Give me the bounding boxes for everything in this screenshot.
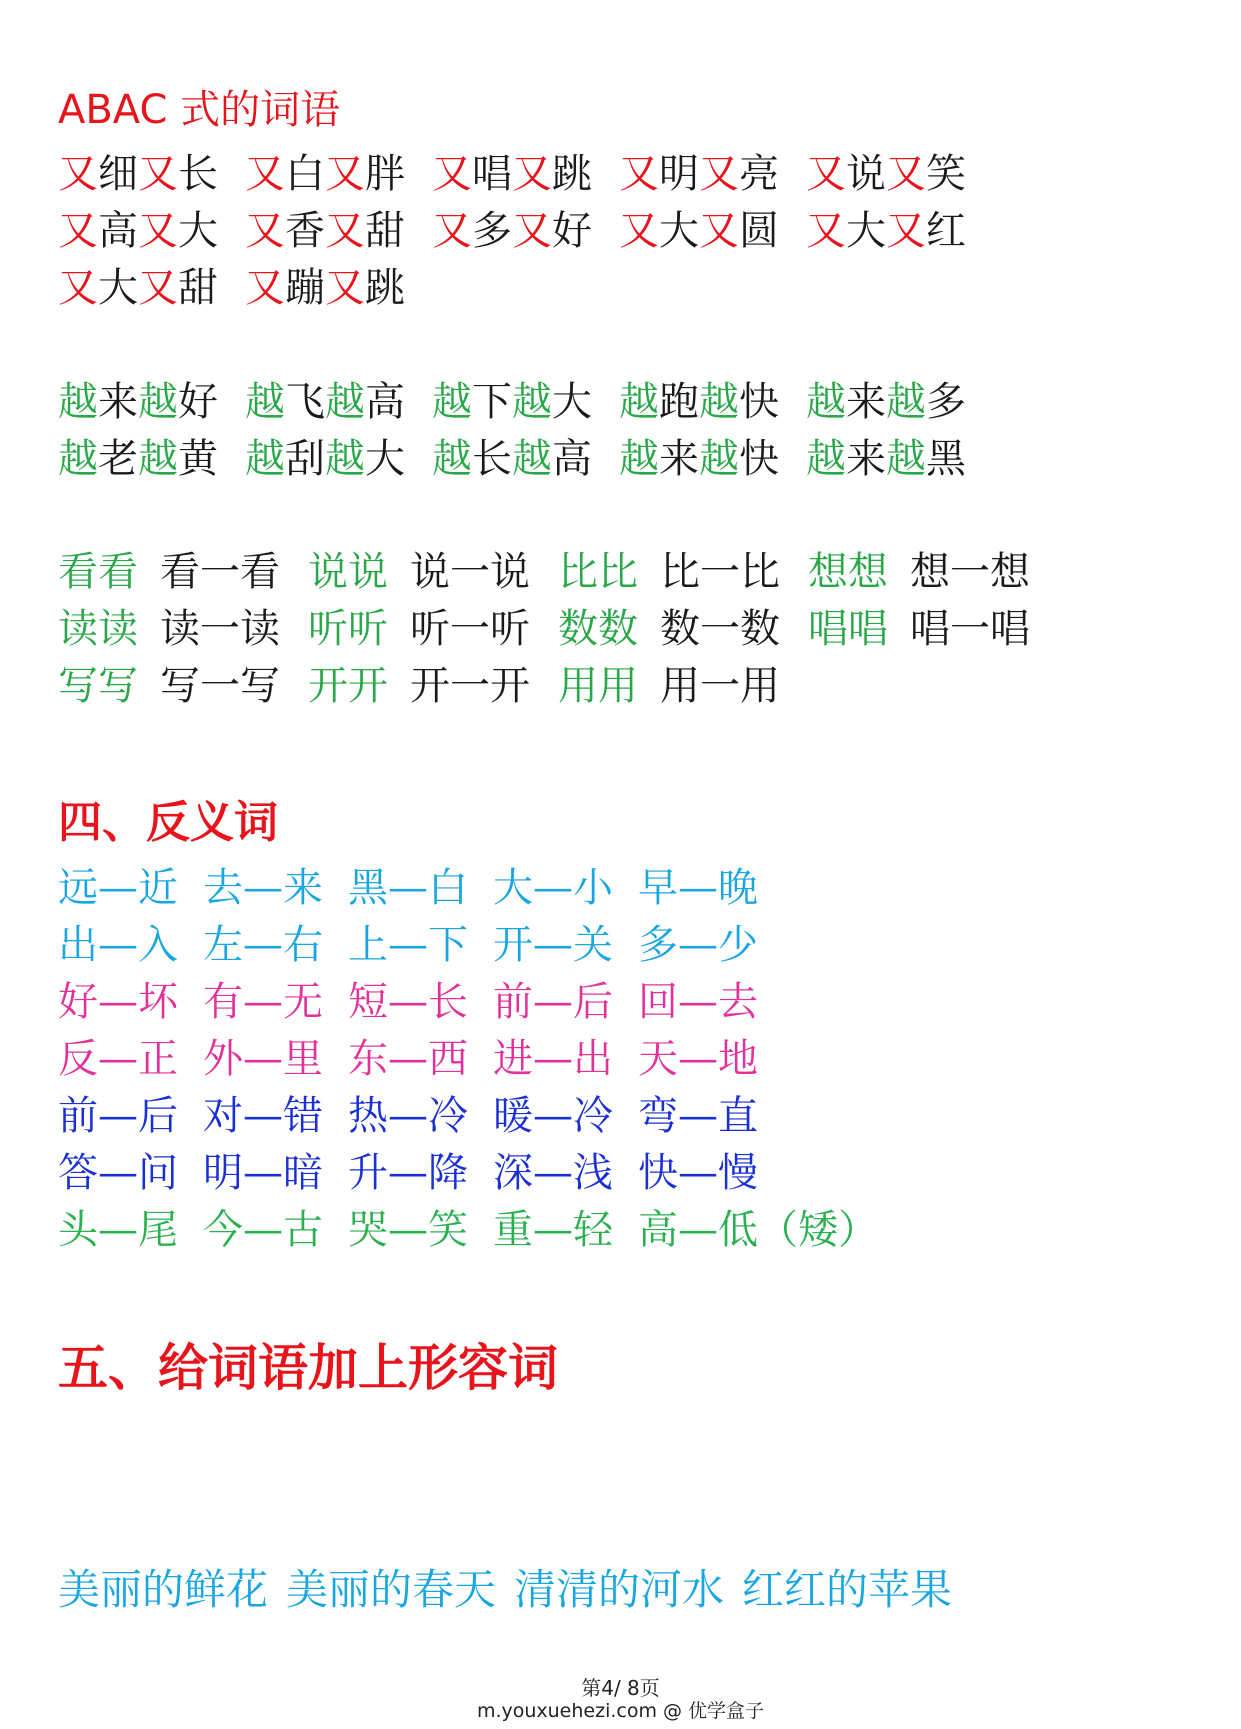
reduplicated-word: 想想 <box>808 549 888 595</box>
antonyms-section-title: 四、反义词 <box>58 797 278 848</box>
antonym-pair: 开—关 <box>493 922 613 968</box>
antonym-pair: 弯—直 <box>638 1093 758 1139</box>
antonym-pair: 暖—冷 <box>493 1093 613 1139</box>
antonym-pair: 反—正 <box>58 1036 178 1082</box>
verb-one-verb-word: 数一数 <box>660 606 780 652</box>
adjective-phrase: 红红的苹果 <box>742 1565 953 1614</box>
verb-one-verb-word: 看一看 <box>160 549 280 595</box>
you-phrase: 又说又笑 <box>806 151 966 197</box>
you-phrase: 又高又大 <box>58 208 218 254</box>
adjectives-section-title: 五、给词语加上形容词 <box>58 1339 558 1397</box>
reduplicated-word: 唱唱 <box>808 606 888 652</box>
reduplicated-word: 用用 <box>558 663 638 709</box>
you-phrase: 又明又亮 <box>619 151 779 197</box>
reduplicated-word: 开开 <box>308 663 388 709</box>
antonym-pair: 去—来 <box>203 865 323 911</box>
you-phrase: 又唱又跳 <box>432 151 592 197</box>
you-phrase: 又蹦又跳 <box>245 265 405 311</box>
verb-one-verb-word: 想一想 <box>910 549 1030 595</box>
yue-phrase: 越老越黄 <box>58 436 218 482</box>
adjective-phrase: 美丽的鲜花 <box>58 1565 269 1614</box>
antonym-pair: 多—少 <box>638 922 758 968</box>
antonym-pair: 进—出 <box>493 1036 613 1082</box>
antonym-pair: 热—冷 <box>348 1093 468 1139</box>
antonym-pair: 快—慢 <box>638 1150 758 1196</box>
antonym-pair: 升—降 <box>348 1150 468 1196</box>
adjective-phrase: 美丽的春天 <box>286 1565 497 1614</box>
you-phrase: 又大又红 <box>806 208 966 254</box>
antonym-pair: 外—里 <box>203 1036 323 1082</box>
antonym-pair: 短—长 <box>348 979 468 1025</box>
verb-one-verb-word: 唱一唱 <box>910 606 1030 652</box>
reduplicated-word: 听听 <box>308 606 388 652</box>
antonym-pair: 前—后 <box>493 979 613 1025</box>
site-watermark: m.youxuehezi.com @ 优学盒子 <box>476 1700 765 1722</box>
antonym-pair: 天—地 <box>638 1036 758 1082</box>
yue-phrase: 越刮越大 <box>245 436 405 482</box>
antonym-pair: 前—后 <box>58 1093 178 1139</box>
adjective-phrase: 清清的河水 <box>514 1565 725 1614</box>
reduplicated-word: 数数 <box>558 606 638 652</box>
yue-phrase: 越来越好 <box>58 379 218 425</box>
reduplicated-word: 写写 <box>58 663 138 709</box>
antonym-pair: 高—低（矮） <box>638 1207 878 1253</box>
antonym-pair: 今—古 <box>203 1207 323 1253</box>
verb-one-verb-word: 开一开 <box>410 663 530 709</box>
antonym-pair: 答—问 <box>58 1150 178 1196</box>
you-phrase: 又大又圆 <box>619 208 779 254</box>
reduplicated-word: 读读 <box>58 606 138 652</box>
yue-phrase: 越来越黑 <box>806 436 966 482</box>
antonym-pair: 好—坏 <box>58 979 178 1025</box>
reduplicated-word: 比比 <box>558 549 638 595</box>
you-phrase: 又多又好 <box>432 208 592 254</box>
antonym-pair: 上—下 <box>348 922 468 968</box>
antonym-pair: 黑—白 <box>348 865 468 911</box>
verb-one-verb-word: 写一写 <box>160 663 280 709</box>
you-phrase: 又白又胖 <box>245 151 405 197</box>
verb-one-verb-word: 用一用 <box>660 663 780 709</box>
reduplicated-word: 说说 <box>308 549 388 595</box>
antonym-pair: 大—小 <box>493 865 613 911</box>
yue-phrase: 越飞越高 <box>245 379 405 425</box>
yue-phrase: 越跑越快 <box>619 379 779 425</box>
verb-one-verb-word: 比一比 <box>660 549 780 595</box>
verb-one-verb-word: 说一说 <box>410 549 530 595</box>
antonym-pair: 回—去 <box>638 979 758 1025</box>
antonym-pair: 明—暗 <box>203 1150 323 1196</box>
antonym-pair: 哭—笑 <box>348 1207 468 1253</box>
page-number: 第4/ 8页 <box>581 1676 660 1700</box>
antonym-pair: 早—晚 <box>638 865 758 911</box>
yue-phrase: 越来越多 <box>806 379 966 425</box>
antonym-pair: 头—尾 <box>58 1207 178 1253</box>
abac-section-title: ABAC 式的词语 <box>58 87 341 133</box>
verb-one-verb-word: 听一听 <box>410 606 530 652</box>
yue-phrase: 越长越高 <box>432 436 592 482</box>
antonym-pair: 深—浅 <box>493 1150 613 1196</box>
antonym-pair: 左—右 <box>203 922 323 968</box>
you-phrase: 又细又长 <box>58 151 218 197</box>
yue-phrase: 越下越大 <box>432 379 592 425</box>
antonym-pair: 对—错 <box>203 1093 323 1139</box>
yue-phrase: 越来越快 <box>619 436 779 482</box>
antonym-pair: 东—西 <box>348 1036 468 1082</box>
antonym-pair: 重—轻 <box>493 1207 613 1253</box>
you-phrase: 又大又甜 <box>58 265 218 311</box>
antonym-pair: 远—近 <box>58 865 178 911</box>
reduplicated-word: 看看 <box>58 549 138 595</box>
antonym-pair: 有—无 <box>203 979 323 1025</box>
you-phrase: 又香又甜 <box>245 208 405 254</box>
verb-one-verb-word: 读一读 <box>160 606 280 652</box>
antonym-pair: 出—入 <box>58 922 178 968</box>
